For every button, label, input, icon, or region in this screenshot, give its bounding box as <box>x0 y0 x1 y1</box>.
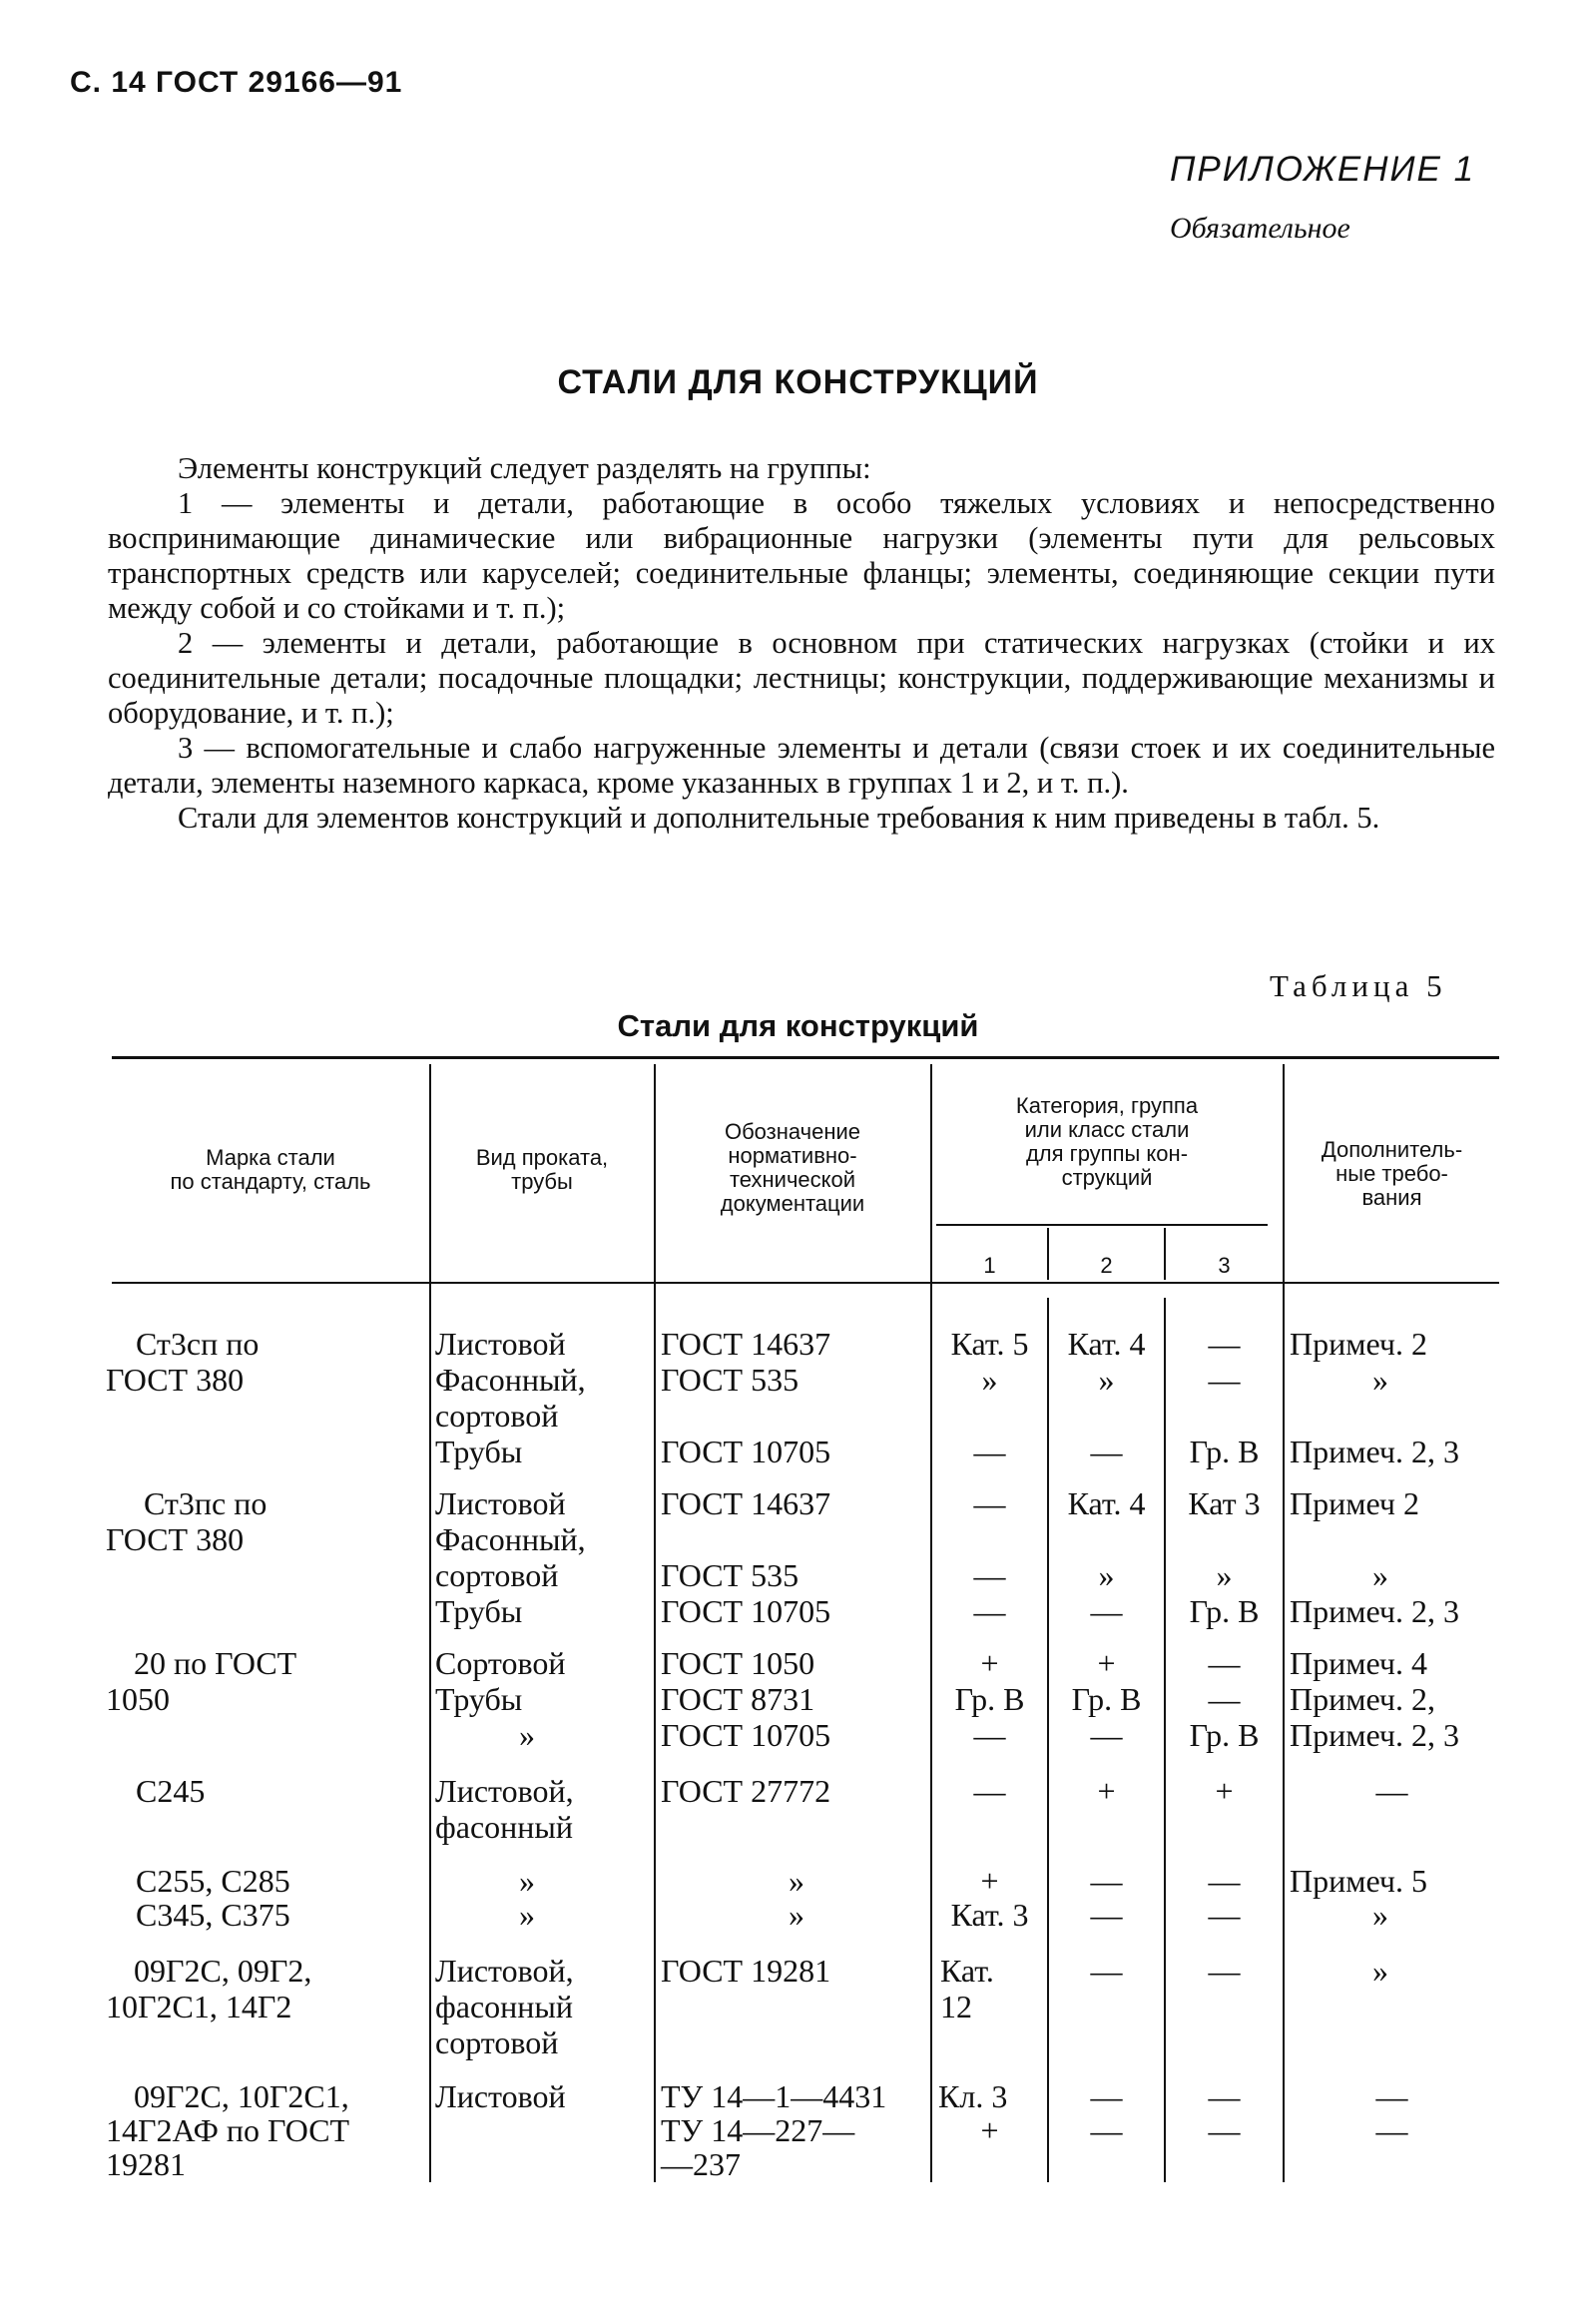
cat1-cell: — <box>973 1717 1006 1753</box>
doc-cell: ГОСТ 19281 <box>661 1953 831 1989</box>
grade-cell: С245 <box>136 1773 206 1809</box>
doc-cell: » <box>789 1863 804 1899</box>
cat1-cell: — <box>973 1557 1006 1593</box>
doc-cell: ТУ 14—227— <box>661 2112 855 2148</box>
grade-cell: С255, С285 <box>136 1863 290 1899</box>
cat2-cell: » <box>1098 1557 1115 1593</box>
product-cell: Трубы <box>435 1593 523 1629</box>
doc-cell: ГОСТ 10705 <box>661 1717 831 1753</box>
cat1-cell: — <box>973 1434 1006 1469</box>
grade-cell: С345, С375 <box>136 1897 290 1933</box>
cat1-cell: — <box>973 1773 1006 1809</box>
product-cell: Фасонный, <box>435 1521 586 1557</box>
doc-cell: ГОСТ 14637 <box>661 1326 831 1362</box>
grade-cell: ГОСТ 380 <box>106 1521 245 1557</box>
cat3-cell: — <box>1208 1326 1241 1362</box>
cat2-cell: — <box>1090 1717 1123 1753</box>
extra-cell: » <box>1372 1362 1388 1398</box>
cat2-cell: Кат. 4 <box>1067 1326 1146 1362</box>
extra-cell: — <box>1375 2078 1408 2114</box>
cat2-cell: — <box>1090 1953 1123 1989</box>
column-divider-6 <box>1283 1064 1285 2182</box>
doc-cell: ГОСТ 535 <box>661 1362 799 1398</box>
product-cell: сортовой <box>435 2024 559 2060</box>
product-cell: Листовой, <box>435 1773 574 1809</box>
extra-cell: Примеч. 2, <box>1290 1681 1435 1717</box>
table-title: Стали для конструкций <box>617 1008 979 1043</box>
body-text <box>108 451 1495 836</box>
grade-cell: Ст3пс по <box>144 1485 267 1521</box>
cat1-cell: Гр. В <box>954 1681 1025 1717</box>
extra-cell: — <box>1375 2112 1408 2148</box>
extra-cell: — <box>1375 1773 1408 1809</box>
doc-cell: ГОСТ 27772 <box>661 1773 831 1809</box>
extra-cell: » <box>1372 1557 1388 1593</box>
paragraph-table-ref: Стали для элементов конструкций и дополнительные требования к ним приведены в табл. 5. <box>178 801 1380 835</box>
cat3-cell: — <box>1208 1863 1241 1899</box>
grade-cell: 19281 <box>106 2146 186 2182</box>
header-product-type: Вид проката, трубы <box>475 1145 609 1194</box>
cat2-cell: Кат. 4 <box>1067 1485 1146 1521</box>
product-cell: » <box>519 1717 535 1753</box>
cat2-cell: — <box>1090 2078 1123 2114</box>
header-steel-grade: Марка стали по стандарту, сталь <box>170 1145 371 1194</box>
cat1-cell: 12 <box>940 1989 972 2024</box>
cat3-cell: — <box>1208 2112 1241 2148</box>
cat3-cell: — <box>1208 1645 1241 1681</box>
header-bottom-rule <box>112 1282 1499 1284</box>
product-cell: Фасонный, <box>435 1362 586 1398</box>
header-documentation: Обозначение нормативно- технической документации <box>720 1119 865 1216</box>
section-title: СТАЛИ ДЛЯ КОНСТРУКЦИЙ <box>557 363 1039 401</box>
cat1-cell: — <box>973 1485 1006 1521</box>
cat2-cell: — <box>1090 1897 1123 1933</box>
doc-cell: ГОСТ 535 <box>661 1557 799 1593</box>
product-cell: Листовой <box>435 2078 566 2114</box>
grade-cell: 1050 <box>106 1681 170 1717</box>
cat1-cell: — <box>973 1593 1006 1629</box>
paragraph-intro: Элементы конструкций следует разделять на группы: <box>178 451 871 485</box>
cat1-cell: Кл. 3 <box>938 2078 1008 2114</box>
cat3-cell: Гр. В <box>1189 1593 1260 1629</box>
cat1-cell: + <box>980 1645 999 1681</box>
header-group-1: 1 <box>983 1253 996 1278</box>
grade-cell: ГОСТ 380 <box>106 1362 245 1398</box>
doc-cell: —237 <box>661 2146 741 2182</box>
extra-cell: Примеч. 5 <box>1290 1863 1427 1899</box>
doc-cell: ГОСТ 1050 <box>661 1645 815 1681</box>
product-cell: сортовой <box>435 1398 559 1434</box>
extra-cell: Примеч. 2 <box>1290 1326 1427 1362</box>
doc-cell: ГОСТ 8731 <box>661 1681 815 1717</box>
product-cell: Сортовой <box>435 1645 566 1681</box>
cat1-cell: + <box>980 2112 999 2148</box>
cat3-cell: — <box>1208 1953 1241 1989</box>
extra-cell: Примеч. 2, 3 <box>1290 1434 1459 1469</box>
extra-cell: Примеч. 2, 3 <box>1290 1593 1459 1629</box>
extra-cell: Примеч. 2, 3 <box>1290 1717 1459 1753</box>
header-extra-requirements: Дополнитель- ные требо- вания <box>1321 1137 1463 1210</box>
extra-cell: » <box>1372 1953 1388 1989</box>
column-divider-1 <box>429 1064 431 2182</box>
product-cell: Трубы <box>435 1681 523 1717</box>
grade-cell: 14Г2АФ по ГОСТ <box>106 2112 350 2148</box>
grade-cell: 10Г2С1, 14Г2 <box>106 1989 292 2024</box>
extra-cell: » <box>1372 1897 1388 1933</box>
extra-cell: Примеч. 4 <box>1290 1645 1427 1681</box>
cat1-cell: Кат. 3 <box>950 1897 1029 1933</box>
category-subheader-rule <box>936 1224 1268 1226</box>
cat3-cell: — <box>1208 1362 1241 1398</box>
cat2-cell: » <box>1098 1362 1115 1398</box>
cat2-cell: — <box>1090 1863 1123 1899</box>
cat1-cell: » <box>981 1362 998 1398</box>
cat2-cell: — <box>1090 1593 1123 1629</box>
doc-cell: » <box>789 1897 804 1933</box>
cat3-cell: Гр. В <box>1189 1717 1260 1753</box>
cat3-cell: Кат 3 <box>1188 1485 1261 1521</box>
grade-cell: Ст3сп по <box>136 1326 260 1362</box>
cat1-cell: Кат. <box>940 1953 994 1989</box>
product-cell: Трубы <box>435 1434 523 1469</box>
cat3-cell: + <box>1215 1773 1234 1809</box>
cat2-cell: + <box>1097 1773 1116 1809</box>
page-reference: С. 14 ГОСТ 29166—91 <box>70 66 403 99</box>
paragraph-group-3: 3 — вспомогательные и слабо нагруженные элементы и детали (связи стоек и их соединительные детали, элементы наземного каркаса, кроме указанных в группах 1 и 2, и т. п.). <box>108 731 1495 800</box>
grade-cell: 09Г2С, 10Г2С1, <box>134 2078 349 2114</box>
doc-cell: ГОСТ 10705 <box>661 1434 831 1469</box>
grade-cell: 20 по ГОСТ <box>134 1645 297 1681</box>
extra-cell: Примеч 2 <box>1290 1485 1419 1521</box>
product-cell: фасонный <box>435 1809 574 1845</box>
doc-cell: ГОСТ 14637 <box>661 1485 831 1521</box>
grade-cell: 09Г2С, 09Г2, <box>134 1953 312 1989</box>
paragraph-group-2: 2 — элементы и детали, работающие в основном при статических нагрузках (стойки и их соединительные детали; посадочные площадки; лестницы; конструкции, поддерживающие механизмы и оборудование, и т. п.); <box>108 626 1495 730</box>
appendix-status: Обязательное <box>1170 212 1350 245</box>
cat2-cell: + <box>1097 1645 1116 1681</box>
product-cell: Листовой <box>435 1326 566 1362</box>
cat2-cell: — <box>1090 2112 1123 2148</box>
cat2-cell: Гр. В <box>1071 1681 1142 1717</box>
paragraph-group-1: 1 — элементы и детали, работающие в особо тяжелых условиях и непосредственно воспринимающие динамические или вибрационные нагрузки (элементы пути для рельсовых транспортных средств или каруселей; соединительные фланцы; элементы, соединяющие секции пути между собой и со стойками и т. п.); <box>108 486 1495 625</box>
header-group-2: 2 <box>1100 1253 1113 1278</box>
table-top-rule <box>112 1056 1499 1059</box>
cat3-cell: — <box>1208 2078 1241 2114</box>
cat3-cell: — <box>1208 1681 1241 1717</box>
cat1-cell: + <box>980 1863 999 1899</box>
header-category: Категория, группа или класс стали для группы кон- струкций <box>1015 1093 1199 1190</box>
appendix-title: ПРИЛОЖЕНИЕ 1 <box>1170 150 1476 189</box>
product-cell: сортовой <box>435 1557 559 1593</box>
cat3-cell: » <box>1216 1557 1233 1593</box>
cat1-cell: Кат. 5 <box>950 1326 1029 1362</box>
cat3-cell: Гр. В <box>1189 1434 1260 1469</box>
product-cell: » <box>519 1863 535 1899</box>
doc-cell: ГОСТ 10705 <box>661 1593 831 1629</box>
table-label: Таблица 5 <box>1270 968 1447 1003</box>
product-cell: Листовой, <box>435 1953 574 1989</box>
product-cell: фасонный <box>435 1989 574 2024</box>
product-cell: Листовой <box>435 1485 566 1521</box>
product-cell: » <box>519 1897 535 1933</box>
cat3-cell: — <box>1208 1897 1241 1933</box>
cat2-cell: — <box>1090 1434 1123 1469</box>
header-group-3: 3 <box>1218 1253 1231 1278</box>
column-divider-2 <box>654 1064 656 2182</box>
doc-cell: ТУ 14—1—4431 <box>661 2078 887 2114</box>
